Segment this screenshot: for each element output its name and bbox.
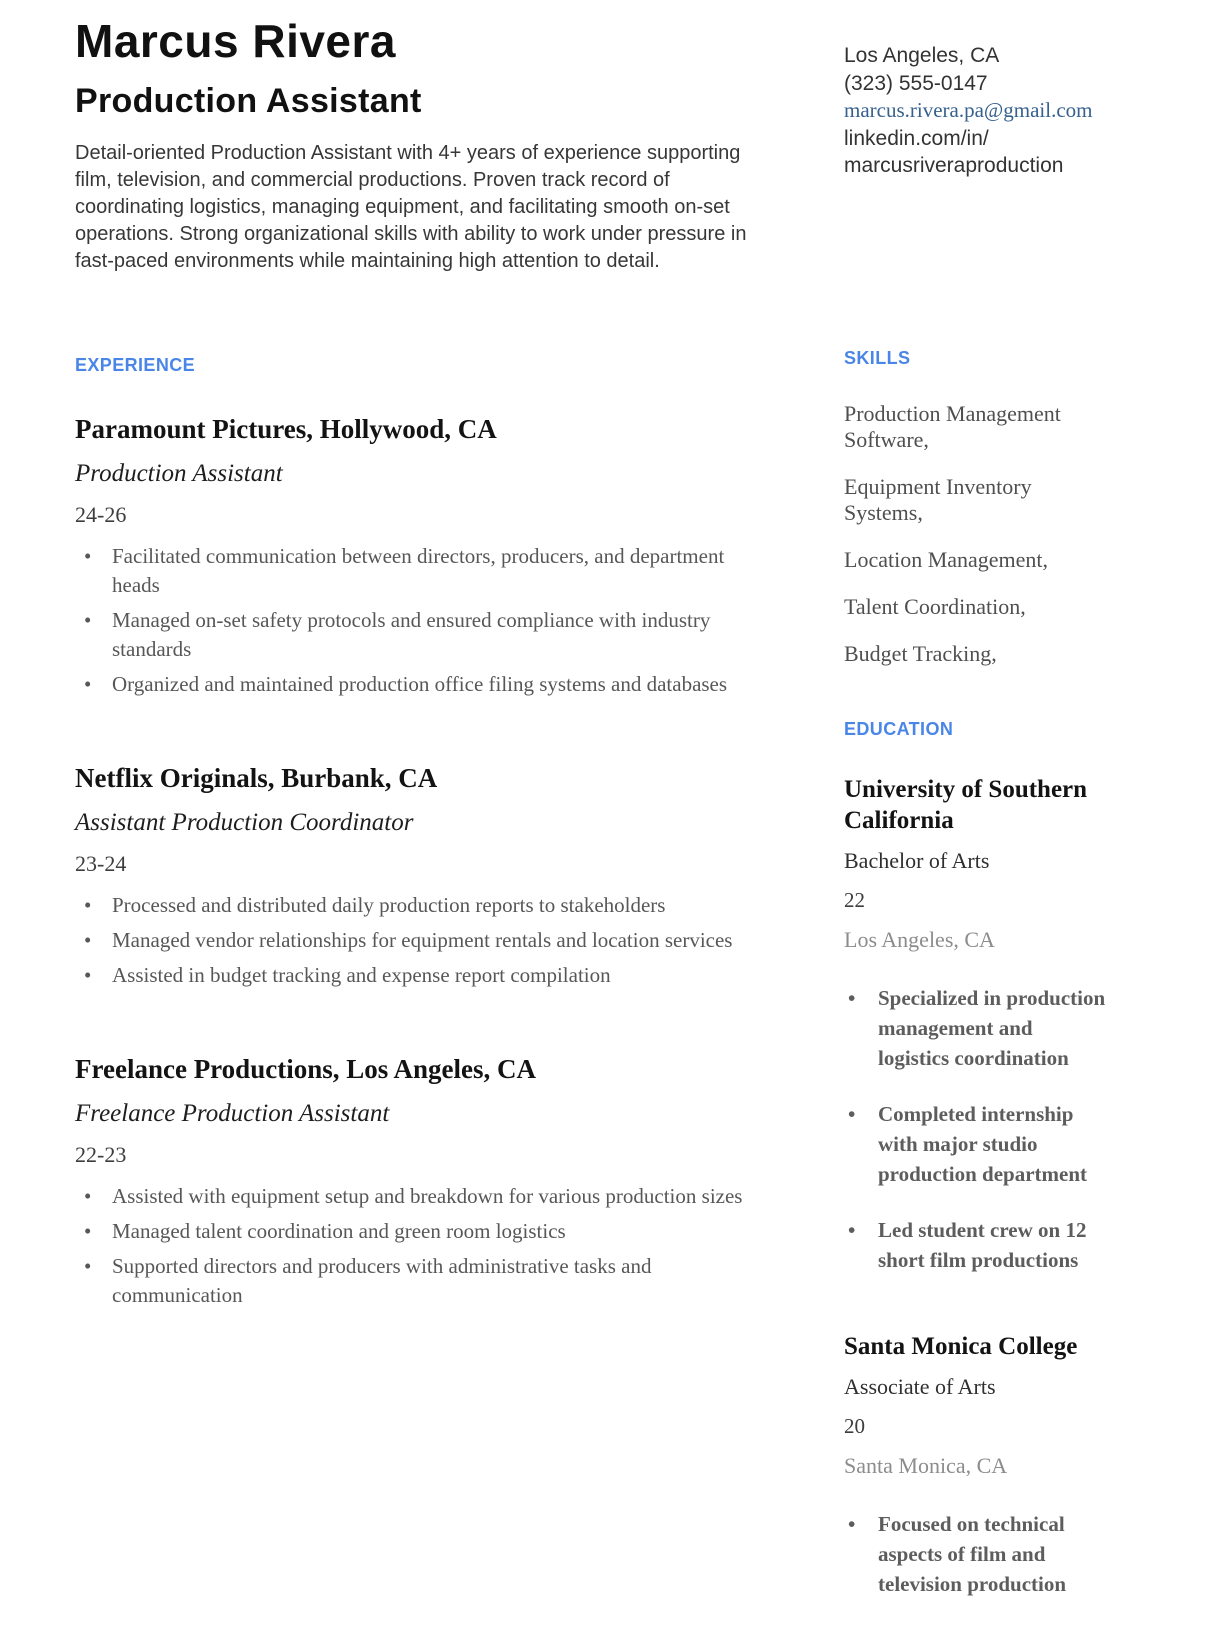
contact-block [844, 42, 1106, 180]
job-bullet: • Managed on-set safety protocols and ensured compliance with industry standards [75, 606, 775, 664]
contact-location: Los Angeles, CA [844, 44, 1000, 67]
linkedin-url-line1: linkedin.com/in/ [844, 126, 989, 150]
school-name: University of Southern California [844, 775, 1088, 834]
school-bullet-list [844, 1509, 1106, 1599]
job-dates: 22-23 [75, 1142, 127, 1168]
person-job-title: Production Assistant [75, 82, 422, 121]
school-bullet-list [844, 983, 1106, 1275]
school-location: Los Angeles, CA [844, 926, 995, 952]
contact-phone: (323) 555-0147 [844, 71, 988, 95]
job-company: Freelance Productions, Los Angeles, CA [75, 1054, 536, 1085]
school-name: Santa Monica College [844, 1332, 1078, 1360]
job-bullet: • Managed talent coordination and green room logistics [75, 1217, 775, 1246]
school-bullet: • Focused on technical aspects of film and television production [844, 1509, 1106, 1599]
job-dates: 23-24 [75, 851, 127, 877]
main-column [75, 14, 775, 1625]
skill-item: Production Management Software, [844, 400, 1061, 452]
skill-item: Location Management, [844, 546, 1049, 572]
school-year: 22 [844, 887, 865, 912]
job-bullet: • Organized and maintained production office filing systems and databases [75, 670, 775, 699]
school-degree: Bachelor of Arts [844, 847, 990, 873]
education-section-label: EDUCATION [844, 718, 954, 739]
skill-item: Equipment Inventory Systems, [844, 473, 1032, 525]
summary-paragraph: Detail-oriented Production Assistant with 4+ years of experience supporting film, television, and commercial productions. Proven track record of coordinating logistics, managing equipment, and facilitating smooth on-set operations. Strong organizational skills with ability to work under pressure in fast-paced environments while maintaining high attention to detail. [75, 141, 747, 272]
job-bullet: • Managed vendor relationships for equipment rentals and location services [75, 926, 775, 955]
job-dates: 24-26 [75, 502, 127, 528]
job-company: Paramount Pictures, Hollywood, CA [75, 413, 497, 444]
school-entry-smc [844, 1331, 1106, 1599]
linkedin-url-line2: marcusriveraproduction [844, 154, 1064, 177]
job-bullet: • Assisted with equipment setup and breakdown for various production sizes [75, 1182, 775, 1211]
job-bullet-list [75, 542, 775, 699]
skill-item: Budget Tracking, [844, 640, 997, 666]
job-bullet: • Assisted in budget tracking and expense report compilation [75, 961, 775, 990]
person-name: Marcus Rivera [75, 15, 396, 67]
job-role: Freelance Production Assistant [75, 1100, 390, 1128]
contact-email-link[interactable]: marcus.rivera.pa@gmail.com [844, 98, 1093, 122]
job-company: Netflix Originals, Burbank, CA [75, 763, 438, 794]
job-bullet: • Supported directors and producers with administrative tasks and communication [75, 1252, 775, 1310]
job-bullet-list [75, 891, 775, 990]
experience-section-label: EXPERIENCE [75, 354, 196, 375]
job-role: Assistant Production Coordinator [75, 809, 414, 837]
school-location: Santa Monica, CA [844, 1452, 1008, 1478]
job-bullet: • Processed and distributed daily production reports to stakeholders [75, 891, 775, 920]
job-bullet-list [75, 1182, 775, 1310]
job-role: Production Assistant [75, 460, 283, 488]
school-bullet: • Led student crew on 12 short film productions [844, 1215, 1106, 1275]
job-bullet: • Facilitated communication between directors, producers, and department heads [75, 542, 775, 600]
job-entry-paramount [75, 414, 775, 699]
contact-linkedin-link[interactable] [844, 125, 1106, 180]
skills-list [844, 401, 1106, 667]
skills-section-label: SKILLS [844, 347, 911, 368]
sidebar-column [844, 14, 1106, 1625]
skill-item: Talent Coordination, [844, 593, 1026, 619]
school-bullet: • Specialized in production management and logistics coordination [844, 983, 1106, 1073]
school-bullet: • Completed internship with major studio production department [844, 1099, 1106, 1189]
job-entry-netflix [75, 763, 775, 990]
job-entry-freelance [75, 1054, 775, 1310]
school-entry-usc [844, 774, 1106, 1275]
school-year: 20 [844, 1413, 865, 1438]
school-degree: Associate of Arts [844, 1373, 996, 1399]
